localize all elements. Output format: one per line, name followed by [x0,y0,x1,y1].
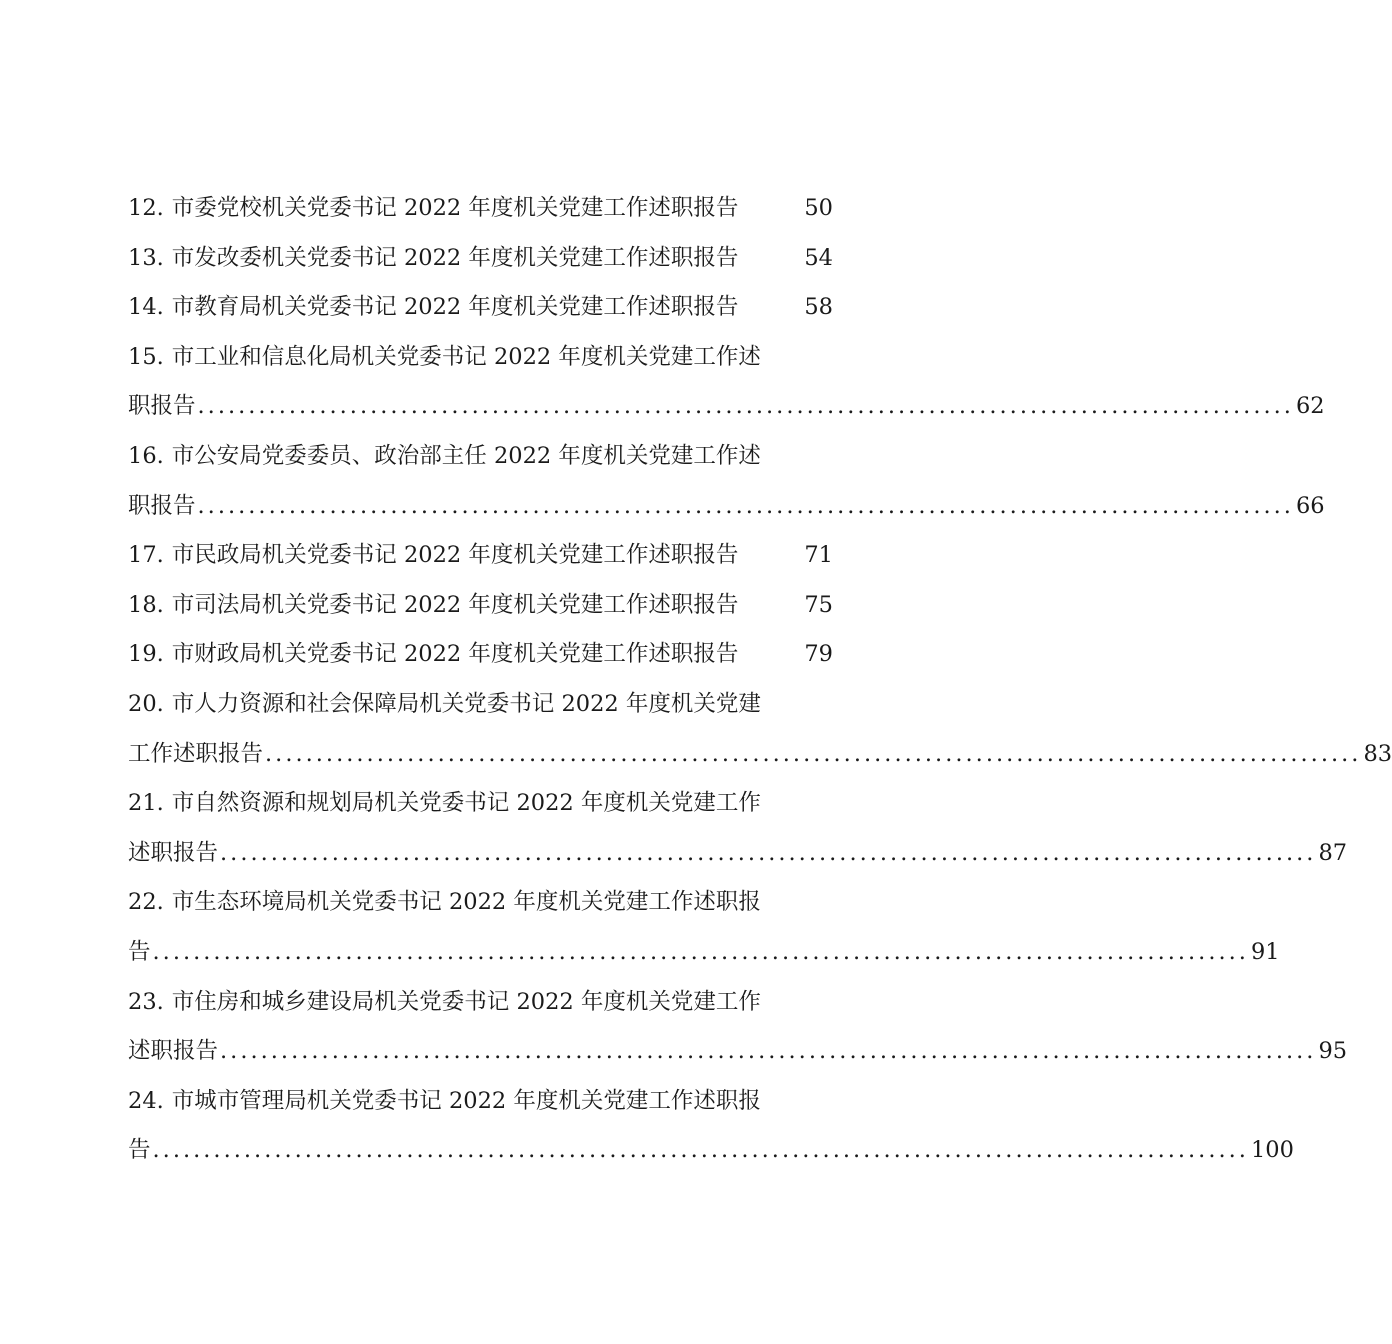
toc-entry-page: 75 [804,591,833,618]
toc-entry[interactable] [128,581,833,631]
toc-entry-title: 12. 市委党校机关党委书记 2022 年度机关党建工作述职报告 [128,195,739,221]
toc-entry[interactable] [128,978,833,1028]
toc-entry-continuation[interactable] [128,1126,1294,1176]
toc-entry-number: 16. [128,442,164,469]
toc-entry-continuation[interactable] [128,928,1280,978]
toc-entry-continuation[interactable] [128,1027,1348,1077]
toc-entry-page: 91 [1250,938,1280,965]
toc-entry[interactable] [128,531,833,581]
toc-entry-number: 24. [128,1087,164,1114]
toc-entry-continuation[interactable] [128,482,1325,532]
toc-entry-title: 14. 市教育局机关党委书记 2022 年度机关党建工作述职报告 [128,294,739,321]
toc-entry-page: 83 [1363,740,1392,767]
toc-entry-title: 21. 市自然资源和规划局机关党委书记 2022 年度机关党建工作 [128,790,761,817]
toc-entry[interactable] [128,184,833,234]
toc-entry-title-tail: 工作述职报告 [128,740,264,767]
toc-entry-title-tail: 述职报告 [128,1038,219,1065]
toc-entry-title-tail: 职报告 [128,393,196,420]
toc-entry[interactable] [128,680,833,730]
table-of-contents [128,184,1392,1176]
toc-entry-page: 50 [804,195,833,221]
toc-entry[interactable] [128,878,833,928]
toc-entry-title: 15. 市工业和信息化局机关党委书记 2022 年度机关党建工作述 [128,343,761,370]
toc-entry-page: 54 [804,244,833,271]
toc-entry-number: 12. [128,195,164,221]
toc-entry-title: 18. 市司法局机关党委书记 2022 年度机关党建工作述职报告 [128,591,739,618]
toc-entry-title: 23. 市住房和城乡建设局机关党委书记 2022 年度机关党建工作 [128,988,761,1015]
toc-entry-continuation[interactable] [128,829,1348,879]
toc-entry-number: 20. [128,690,164,717]
toc-entry-number: 23. [128,988,164,1015]
toc-entry-number: 19. [128,641,164,668]
toc-entry-page: 100 [1250,1137,1294,1164]
toc-entry-number: 17. [128,542,164,569]
toc-entry[interactable] [128,333,833,383]
toc-entry-page: 79 [804,641,833,668]
toc-entry-title: 22. 市生态环境局机关党委书记 2022 年度机关党建工作述职报 [128,889,761,916]
toc-entry-number: 13. [128,244,164,271]
dot-leader: ............................................................................................................ [152,938,1249,965]
toc-entry-number: 14. [128,294,164,321]
toc-entry[interactable] [128,630,833,680]
toc-entry-number: 18. [128,591,164,618]
dot-leader: ............................................................................................................ [220,1038,1317,1065]
toc-entry-page: 87 [1318,839,1348,866]
toc-entry-continuation[interactable] [128,382,1325,432]
toc-entry-title-tail: 告 [128,1137,151,1164]
dot-leader: ............................................................................................................ [220,839,1317,866]
toc-entry-number: 21. [128,790,164,817]
toc-entry-page: 95 [1318,1038,1348,1065]
toc-entry-page: 71 [804,542,833,569]
toc-entry-title: 24. 市城市管理局机关党委书记 2022 年度机关党建工作述职报 [128,1087,761,1114]
toc-entry-title: 17. 市民政局机关党委书记 2022 年度机关党建工作述职报告 [128,542,739,569]
dot-leader: ............................................................................................................ [152,1137,1249,1164]
toc-entry-continuation[interactable] [128,730,1392,780]
toc-entry-number: 22. [128,889,164,916]
toc-entry-number: 15. [128,343,164,370]
toc-entry-title-tail: 述职报告 [128,839,219,866]
toc-entry-page: 66 [1295,492,1325,519]
toc-entry-title: 19. 市财政局机关党委书记 2022 年度机关党建工作述职报告 [128,641,739,668]
toc-entry-page: 62 [1295,393,1325,420]
toc-entry-page: 58 [804,294,833,321]
toc-entry-title: 20. 市人力资源和社会保障局机关党委书记 2022 年度机关党建 [128,690,761,717]
toc-entry[interactable] [128,432,833,482]
toc-entry-title: 16. 市公安局党委委员、政治部主任 2022 年度机关党建工作述 [128,442,761,469]
dot-leader: ............................................................................................................ [265,740,1362,767]
toc-entry[interactable] [128,234,833,284]
dot-leader: ............................................................................................................ [197,492,1294,519]
toc-entry[interactable] [128,779,833,829]
dot-leader: ............................................................................................................ [197,393,1294,420]
toc-entry-title-tail: 职报告 [128,492,196,519]
toc-entry[interactable] [128,283,833,333]
toc-entry-title: 13. 市发改委机关党委书记 2022 年度机关党建工作述职报告 [128,244,739,271]
toc-entry[interactable] [128,1077,833,1127]
toc-entry-title-tail: 告 [128,938,151,965]
